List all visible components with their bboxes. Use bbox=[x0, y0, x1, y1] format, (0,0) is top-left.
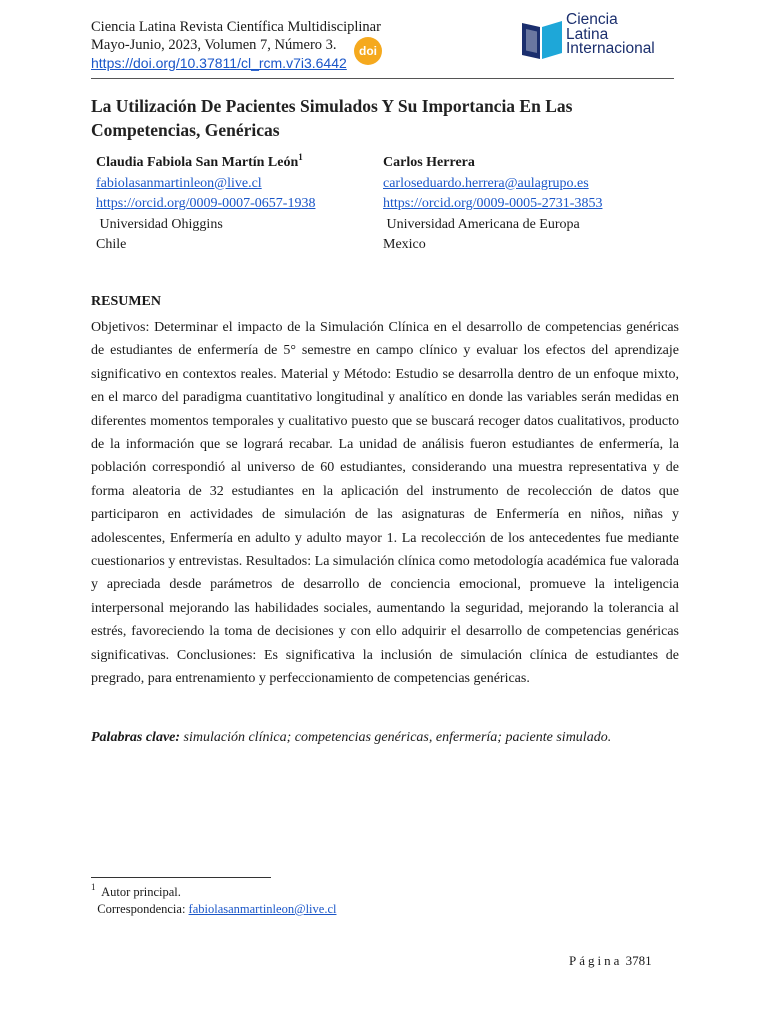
logo-line-internacional: Internacional bbox=[566, 40, 655, 57]
issue-info: Mayo-Junio, 2023, Volumen 7, Número 3. bbox=[91, 37, 337, 53]
doi-icon: doi bbox=[354, 37, 382, 65]
footnote bbox=[91, 884, 336, 918]
keywords-label: Palabras clave: bbox=[91, 730, 181, 745]
author-email-link[interactable]: carloseduardo.herrera@aulagrupo.es bbox=[383, 175, 589, 191]
author-block-1 bbox=[96, 153, 315, 256]
header-divider bbox=[91, 78, 674, 79]
page-label: Página bbox=[569, 953, 623, 968]
page-number bbox=[569, 953, 652, 969]
keywords-text: simulación clínica; competencias genéricas, enfermería; paciente simulado. bbox=[183, 730, 612, 745]
author-orcid-link[interactable]: https://orcid.org/0009-0005-2731-3853 bbox=[383, 196, 603, 211]
journal-name: Ciencia Latina Revista Científica Multidisciplinar bbox=[91, 19, 381, 35]
doi-link[interactable]: https://doi.org/10.37811/cl_rcm.v7i3.6442 bbox=[91, 55, 347, 71]
ciencia-latina-logo bbox=[520, 13, 680, 63]
author-email-link[interactable]: fabiolasanmartinleon@live.cl bbox=[96, 175, 262, 191]
author-orcid-link[interactable]: https://orcid.org/0009-0007-0657-1938 bbox=[96, 196, 316, 211]
author-affiliation: Universidad Americana de Europa bbox=[386, 216, 580, 232]
author-affiliation: Universidad Ohiggins bbox=[99, 216, 223, 232]
footnote-correspondence: Correspondencia: bbox=[97, 902, 189, 916]
logo-line-ciencia: Ciencia bbox=[566, 11, 618, 28]
author-name: Carlos Herrera bbox=[383, 155, 475, 170]
author-block-2 bbox=[383, 153, 602, 256]
abstract-heading: RESUMEN bbox=[91, 294, 162, 309]
page-value: 3781 bbox=[625, 953, 652, 968]
logo-line-latina: Latina bbox=[566, 25, 609, 43]
footnote-line-1: Autor principal. bbox=[101, 885, 181, 899]
author-country: Mexico bbox=[383, 237, 426, 252]
keywords bbox=[91, 730, 611, 746]
footnote-mark: 1 bbox=[91, 882, 96, 892]
paper-title: La Utilización De Pacientes Simulados Y Su Importancia En Las Competencias, Genéricas bbox=[91, 96, 573, 140]
footnote-divider bbox=[91, 877, 271, 878]
book-logo-icon bbox=[520, 13, 566, 63]
author-name: Claudia Fabiola San Martín León$^1$ bbox=[96, 152, 303, 170]
footnote-email-link[interactable]: fabiolasanmartinleon@live.cl bbox=[188, 902, 337, 916]
journal-header bbox=[91, 18, 381, 72]
author-footnote-mark: 1 bbox=[298, 152, 303, 162]
author-country: Chile bbox=[96, 237, 127, 252]
abstract-text: Objetivos: Determinar el impacto de la Simulación Clínica en el desarrollo de competencias genéricas de estudiantes de enfermería de 5° semestre en campo clínico y evaluar los efectos del aprendizaje significativo en contextos reales. Material y Método: Estudio se desarrolla dentro de un enfoque mixto, en el marco del paradigma cuantitativo longitudinal y analítico en donde las variables serán medidas en diferentes momentos temporales y cualitativo puesto que se buscará recoger datos cualitativos, producto de la información que se logrará recabar. La unidad de análisis fueron estudiantes de enfermería, la población correspondió al universo de 60 estudiantes, considerando una muestra representativa y de forma aleatoria de 32 estudiantes en la aplicación del instrumento de recolección de datos que participaron en actividades de simulación de las asignaturas de Enfermería en niños, niñas y adolescentes, Enfermería en adulto y adulto mayor 1. La recolección de los antecedentes fue mediante cuestionarios y entrevistas. Resultados: La simulación clínica como metodología académica fue valorada y apreciada desde parámetros de desarrollo de conciencia emocional, promueve la inteligencia interpersonal mejorando las habilidades sociales, aumentando la seguridad, mejorando la tolerancia al estrés, favoreciendo la toma de decisiones y con ello adquirir el desarrollo de competencias genéricas significativas. Conclusiones: Es significativa la inclusión de simulación clínica de estudiantes de pregrado, para entrenamiento y perfeccionamiento de competencias genéricas. bbox=[91, 320, 679, 687]
